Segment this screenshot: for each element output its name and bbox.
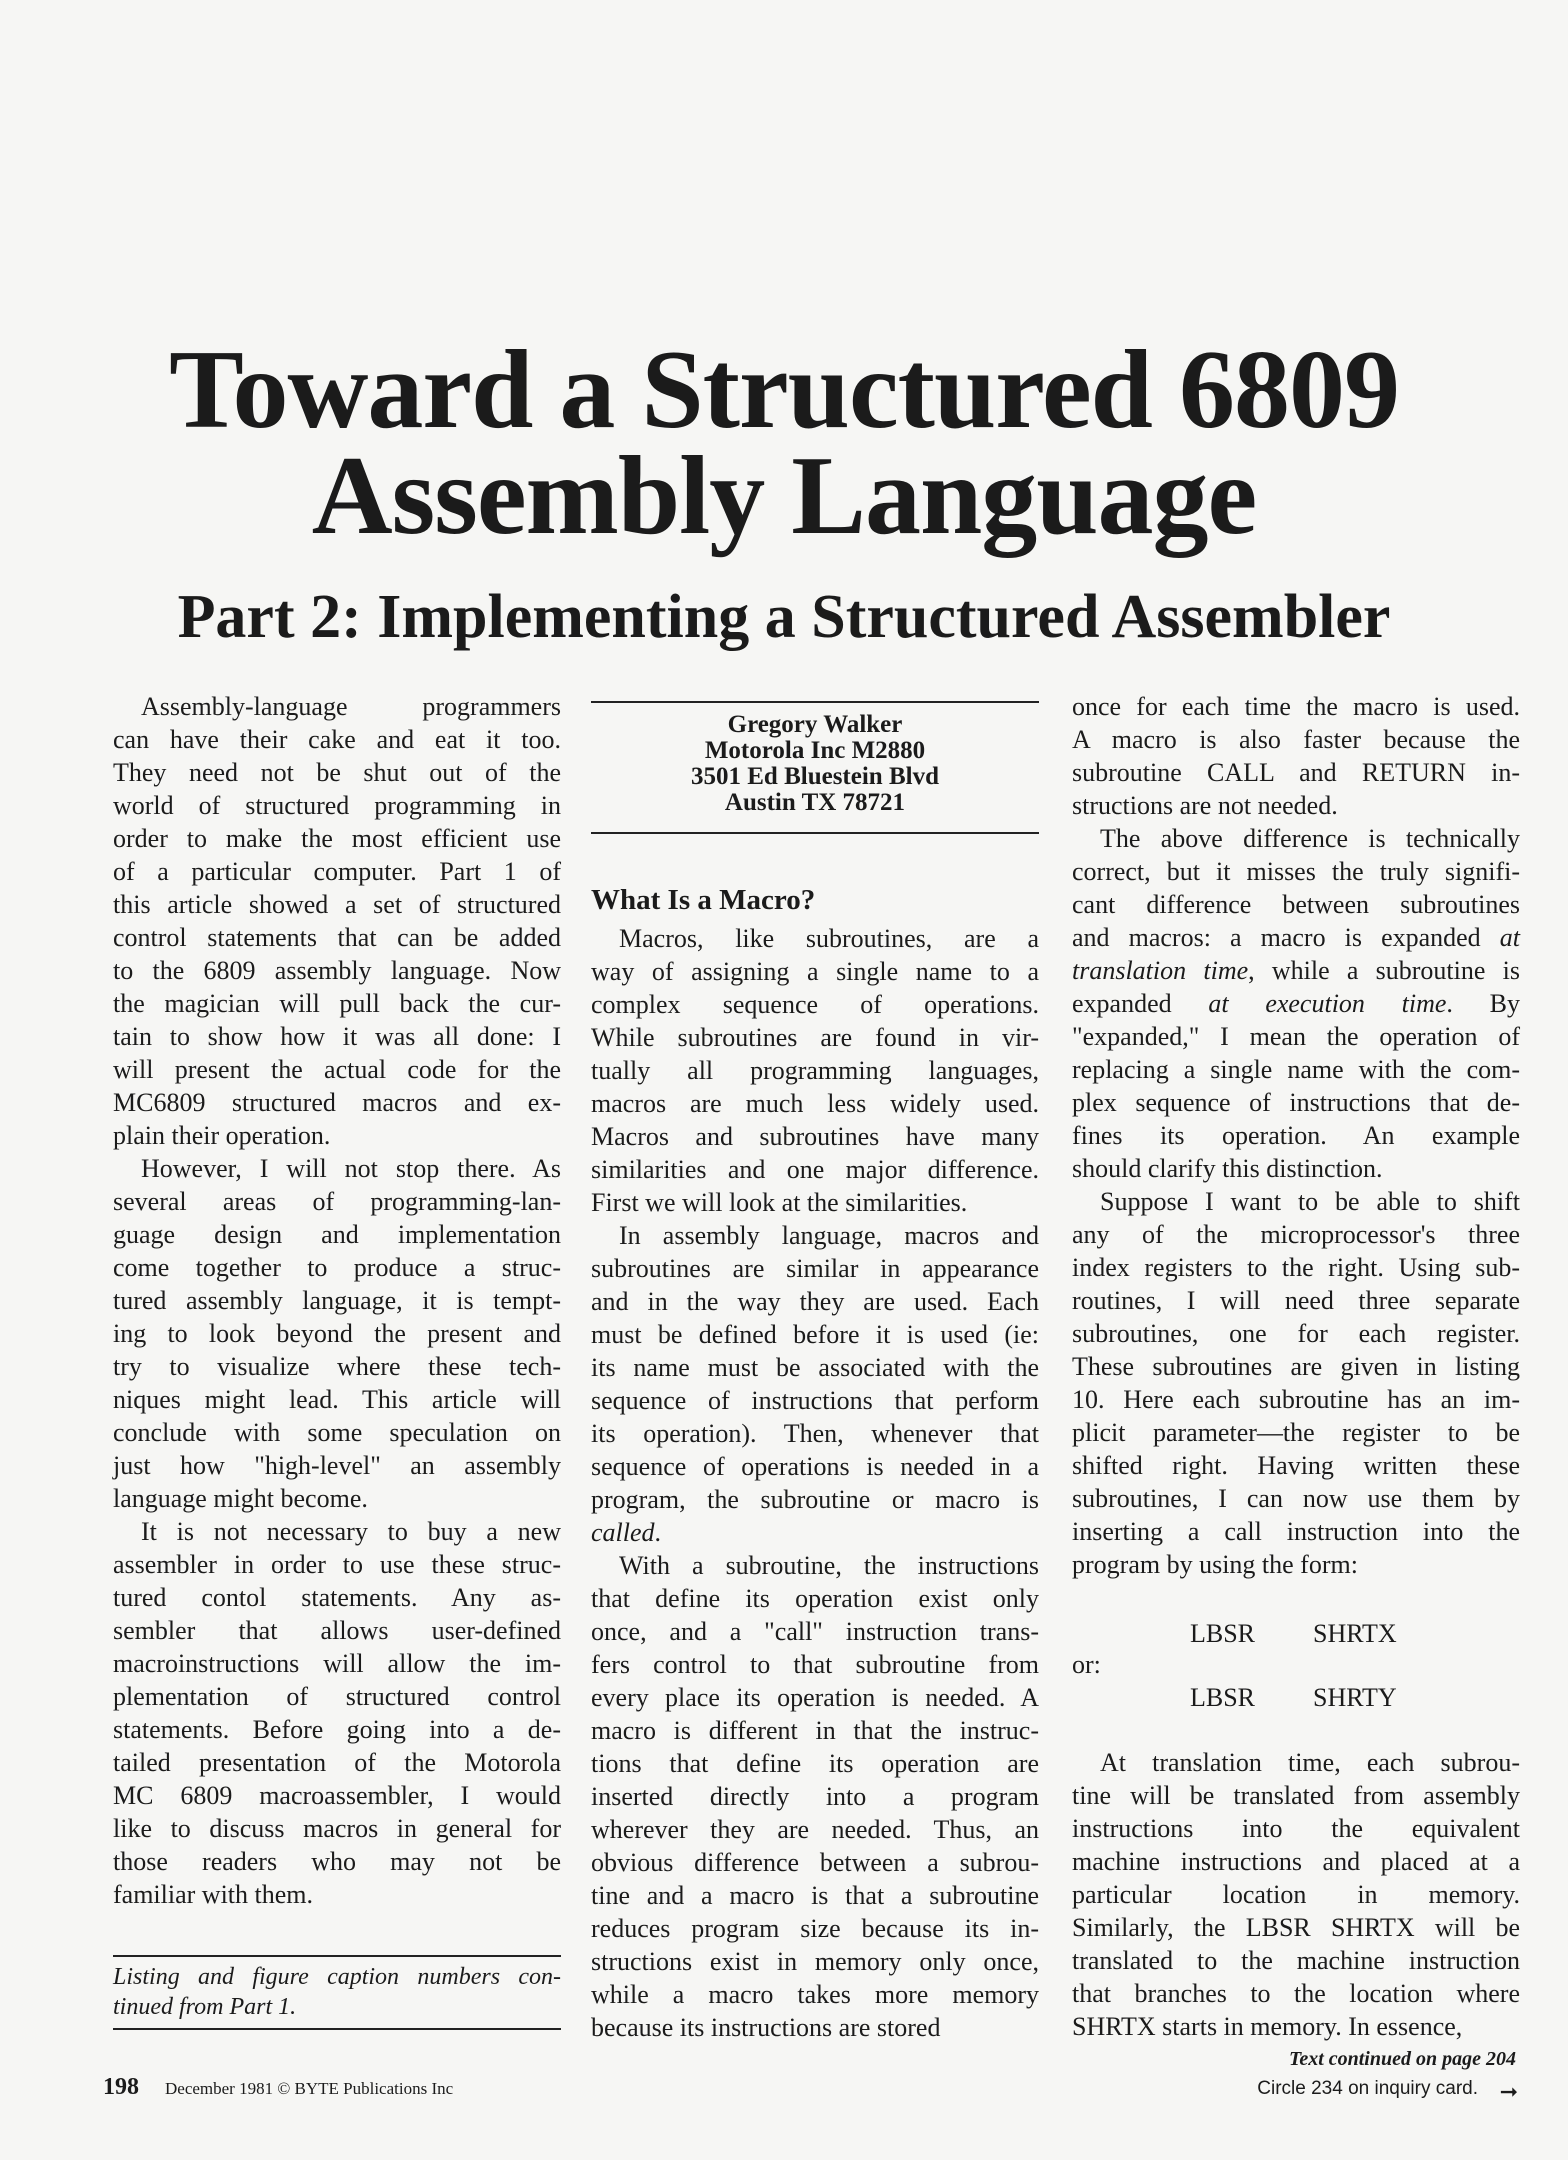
text-line: guage design and implementation xyxy=(113,1220,561,1249)
article-title-line-1: Toward a Structured 6809 xyxy=(169,328,1399,452)
text-line: tain to show how it was all done: I xyxy=(113,1022,561,1051)
article-title-line-2: Assembly Language xyxy=(311,434,1257,558)
text-line: plicit parameter—the register to be xyxy=(1072,1418,1520,1447)
text-line: inserted directly into a program xyxy=(591,1782,1039,1811)
text-line: tine will be translated from assembly xyxy=(1072,1781,1520,1810)
text-line: subroutines, one for each register. xyxy=(1072,1319,1520,1348)
text-line: index registers to the right. Using sub- xyxy=(1072,1253,1520,1282)
text-line: subroutines, I can now use them by xyxy=(1072,1484,1520,1513)
text-line: Suppose I want to be able to shift xyxy=(1100,1187,1520,1216)
text-line: Similarly, the LBSR SHRTX will be xyxy=(1072,1913,1520,1942)
text-line: sequence of instructions that perform xyxy=(591,1386,1039,1415)
text-line: Macros, like subroutines, are a xyxy=(619,924,1039,953)
text-line: routines, I will need three separate xyxy=(1072,1286,1520,1315)
column-2 xyxy=(591,922,1039,2044)
text-line: macros are much less widely used. xyxy=(591,1089,1039,1118)
text-line: SHRTX starts in memory. In essence, xyxy=(1072,2012,1463,2041)
text-line: sequence of operations is needed in a xyxy=(591,1452,1039,1481)
text-line: replacing a single name with the com- xyxy=(1072,1055,1520,1084)
text-line: order to make the most efficient use xyxy=(113,824,561,853)
caption-line: Listing and figure caption numbers con- xyxy=(113,1964,561,1990)
text-line: structions exist in memory only once, xyxy=(591,1947,1039,1976)
text-line: familiar with them. xyxy=(113,1880,314,1909)
text-line: world of structured programming in xyxy=(113,791,561,820)
text-line: tured contol statements. Any as- xyxy=(113,1583,561,1612)
text-line: Assembly-language programmers xyxy=(141,692,561,721)
text-line: its name must be associated with the xyxy=(591,1353,1039,1382)
text-line: ing to look beyond the present and xyxy=(113,1319,561,1348)
text-line: At translation time, each subrou- xyxy=(1100,1748,1520,1777)
text-line: instructions into the equivalent xyxy=(1072,1814,1520,1843)
article-subtitle: Part 2: Implementing a Structured Assembler xyxy=(177,583,1391,651)
text-line: its operation). Then, whenever that xyxy=(591,1419,1039,1448)
text-line: While subroutines are found in vir- xyxy=(591,1023,1039,1052)
author-street: 3501 Ed Bluestein Blvd xyxy=(691,763,939,790)
continued-note: Text continued on page 204 xyxy=(1288,2048,1516,2070)
text-line: way of assigning a single name to a xyxy=(591,957,1039,986)
text-line: program, the subroutine or macro is xyxy=(591,1485,1039,1514)
text-line: subroutine CALL and RETURN in- xyxy=(1072,758,1520,787)
code-arg-2: SHRTY xyxy=(1313,1683,1397,1712)
text-line: It is not necessary to buy a new xyxy=(141,1517,561,1546)
text-line: will present the actual code for the xyxy=(113,1055,561,1084)
caption-rule-bottom xyxy=(113,2028,561,2030)
text-line: those readers who may not be xyxy=(113,1847,561,1876)
text-line: plex sequence of instructions that de- xyxy=(1072,1088,1520,1117)
text-line: expanded at execution time. By xyxy=(1072,989,1520,1018)
text-line: reduces program size because its in- xyxy=(591,1914,1039,1943)
column-3-continued xyxy=(1072,1746,1520,2043)
text-line: fers control to that subroutine from xyxy=(591,1650,1039,1679)
caption-rule-top xyxy=(113,1955,561,1957)
text-line: tions that define its operation are xyxy=(591,1749,1039,1778)
text-line: must be defined before it is used (ie: xyxy=(591,1320,1039,1349)
code-op-1: LBSR xyxy=(1190,1619,1256,1648)
text-line: should clarify this distinction. xyxy=(1072,1154,1383,1183)
author-city: Austin TX 78721 xyxy=(724,789,906,816)
text-line: this article showed a set of structured xyxy=(113,890,561,919)
author-rule-bottom xyxy=(591,832,1039,834)
text-line: niques might lead. This article will xyxy=(113,1385,561,1414)
arrow-right-icon: ➞ xyxy=(1499,2079,1518,2104)
text-line: just how "high-level" an assembly xyxy=(113,1451,561,1480)
text-line: subroutines are similar in appearance xyxy=(591,1254,1039,1283)
text-line: translation time, while a subroutine is xyxy=(1072,956,1520,985)
text-line: These subroutines are given in listing xyxy=(1072,1352,1520,1381)
text-line: and in the way they are used. Each xyxy=(591,1287,1039,1316)
text-line: complex sequence of operations. xyxy=(591,990,1039,1019)
text-line: However, I will not stop there. As xyxy=(141,1154,561,1183)
text-line: statements. Before going into a de- xyxy=(113,1715,561,1744)
text-line: They need not be shut out of the xyxy=(113,758,561,787)
text-line: that define its operation exist only xyxy=(591,1584,1039,1613)
caption-line: tinued from Part 1. xyxy=(113,1994,297,2020)
text-line: wherever they are needed. Thus, an xyxy=(591,1815,1039,1844)
author-name: Gregory Walker xyxy=(727,711,903,738)
text-line: A macro is also faster because the xyxy=(1072,725,1520,754)
text-line: shifted right. Having written these xyxy=(1072,1451,1520,1480)
text-line: of a particular computer. Part 1 of xyxy=(113,857,561,886)
inquiry-note: Circle 234 on inquiry card. xyxy=(1257,2078,1478,2099)
text-line: tually all programming languages, xyxy=(591,1056,1039,1085)
text-line: correct, but it misses the truly signifi- xyxy=(1072,857,1520,886)
text-line: structions are not needed. xyxy=(1072,791,1338,820)
text-line: while a macro takes more memory xyxy=(591,1980,1039,2009)
code-arg-1: SHRTX xyxy=(1313,1619,1397,1648)
text-line: come together to produce a struc- xyxy=(113,1253,561,1282)
text-line: once, and a "call" instruction trans- xyxy=(591,1617,1039,1646)
text-line: translated to the machine instruction xyxy=(1072,1946,1520,1975)
text-line: several areas of programming-lan- xyxy=(113,1187,561,1216)
text-line: particular location in memory. xyxy=(1072,1880,1520,1909)
text-line: machine instructions and placed at a xyxy=(1072,1847,1520,1876)
column-3 xyxy=(1072,690,1520,1581)
text-line: fines its operation. An example xyxy=(1072,1121,1520,1150)
code-op-2: LBSR xyxy=(1190,1683,1256,1712)
text-line: The above difference is technically xyxy=(1100,824,1520,853)
text-line: MC 6809 macroassembler, I would xyxy=(113,1781,561,1810)
text-line: the magician will pull back the cur- xyxy=(113,989,561,1018)
author-block xyxy=(591,712,1039,816)
text-line: conclude with some speculation on xyxy=(113,1418,561,1447)
text-line: sembler that allows user-defined xyxy=(113,1616,561,1645)
text-line: to the 6809 assembly language. Now xyxy=(113,956,561,985)
text-line: MC6809 structured macros and ex- xyxy=(113,1088,561,1117)
text-line: try to visualize where these tech- xyxy=(113,1352,561,1381)
text-line: macro is different in that the instruc- xyxy=(591,1716,1039,1745)
text-line: macroinstructions will allow the im- xyxy=(113,1649,561,1678)
text-line: Macros and subroutines have many xyxy=(591,1122,1039,1151)
text-line: like to discuss macros in general for xyxy=(113,1814,561,1843)
text-line: tured assembly language, it is tempt- xyxy=(113,1286,561,1315)
caption-note xyxy=(113,1962,561,2022)
text-line: tailed presentation of the Motorola xyxy=(113,1748,561,1777)
text-line: that branches to the location where xyxy=(1072,1979,1520,2008)
text-line: because its instructions are stored xyxy=(591,2013,941,2042)
text-line: every place its operation is needed. A xyxy=(591,1683,1039,1712)
publication-info: December 1981 © BYTE Publications Inc xyxy=(165,2079,454,2098)
text-line: program by using the form: xyxy=(1072,1550,1358,1579)
text-line: once for each time the macro is used. xyxy=(1072,692,1520,721)
text-line: 10. Here each subroutine has an im- xyxy=(1072,1385,1520,1414)
code-or: or: xyxy=(1072,1650,1101,1679)
text-line: language might become. xyxy=(113,1484,368,1513)
text-line: called. xyxy=(591,1518,662,1547)
text-line: can have their cake and eat it too. xyxy=(113,725,561,754)
text-line: and macros: a macro is expanded at xyxy=(1072,923,1520,952)
column-1 xyxy=(113,690,561,1911)
text-line: First we will look at the similarities. xyxy=(591,1188,968,1217)
text-line: In assembly language, macros and xyxy=(619,1221,1039,1250)
text-line: With a subroutine, the instructions xyxy=(619,1551,1039,1580)
text-line: "expanded," I mean the operation of xyxy=(1072,1022,1520,1051)
page-number: 198 xyxy=(103,2074,139,2100)
text-line: plain their operation. xyxy=(113,1121,331,1150)
text-line: control statements that can be added xyxy=(113,923,561,952)
text-line: plementation of structured control xyxy=(113,1682,561,1711)
text-line: obvious difference between a subrou- xyxy=(591,1848,1039,1877)
text-line: any of the microprocessor's three xyxy=(1072,1220,1520,1249)
text-line: cant difference between subroutines xyxy=(1072,890,1520,919)
text-line: similarities and one major difference. xyxy=(591,1155,1039,1184)
author-rule-top xyxy=(591,701,1039,703)
author-company: Motorola Inc M2880 xyxy=(704,737,926,764)
text-line: tine and a macro is that a subroutine xyxy=(591,1881,1039,1910)
text-line: inserting a call instruction into the xyxy=(1072,1517,1520,1546)
section-heading: What Is a Macro? xyxy=(591,884,816,916)
text-line: assembler in order to use these struc- xyxy=(113,1550,561,1579)
